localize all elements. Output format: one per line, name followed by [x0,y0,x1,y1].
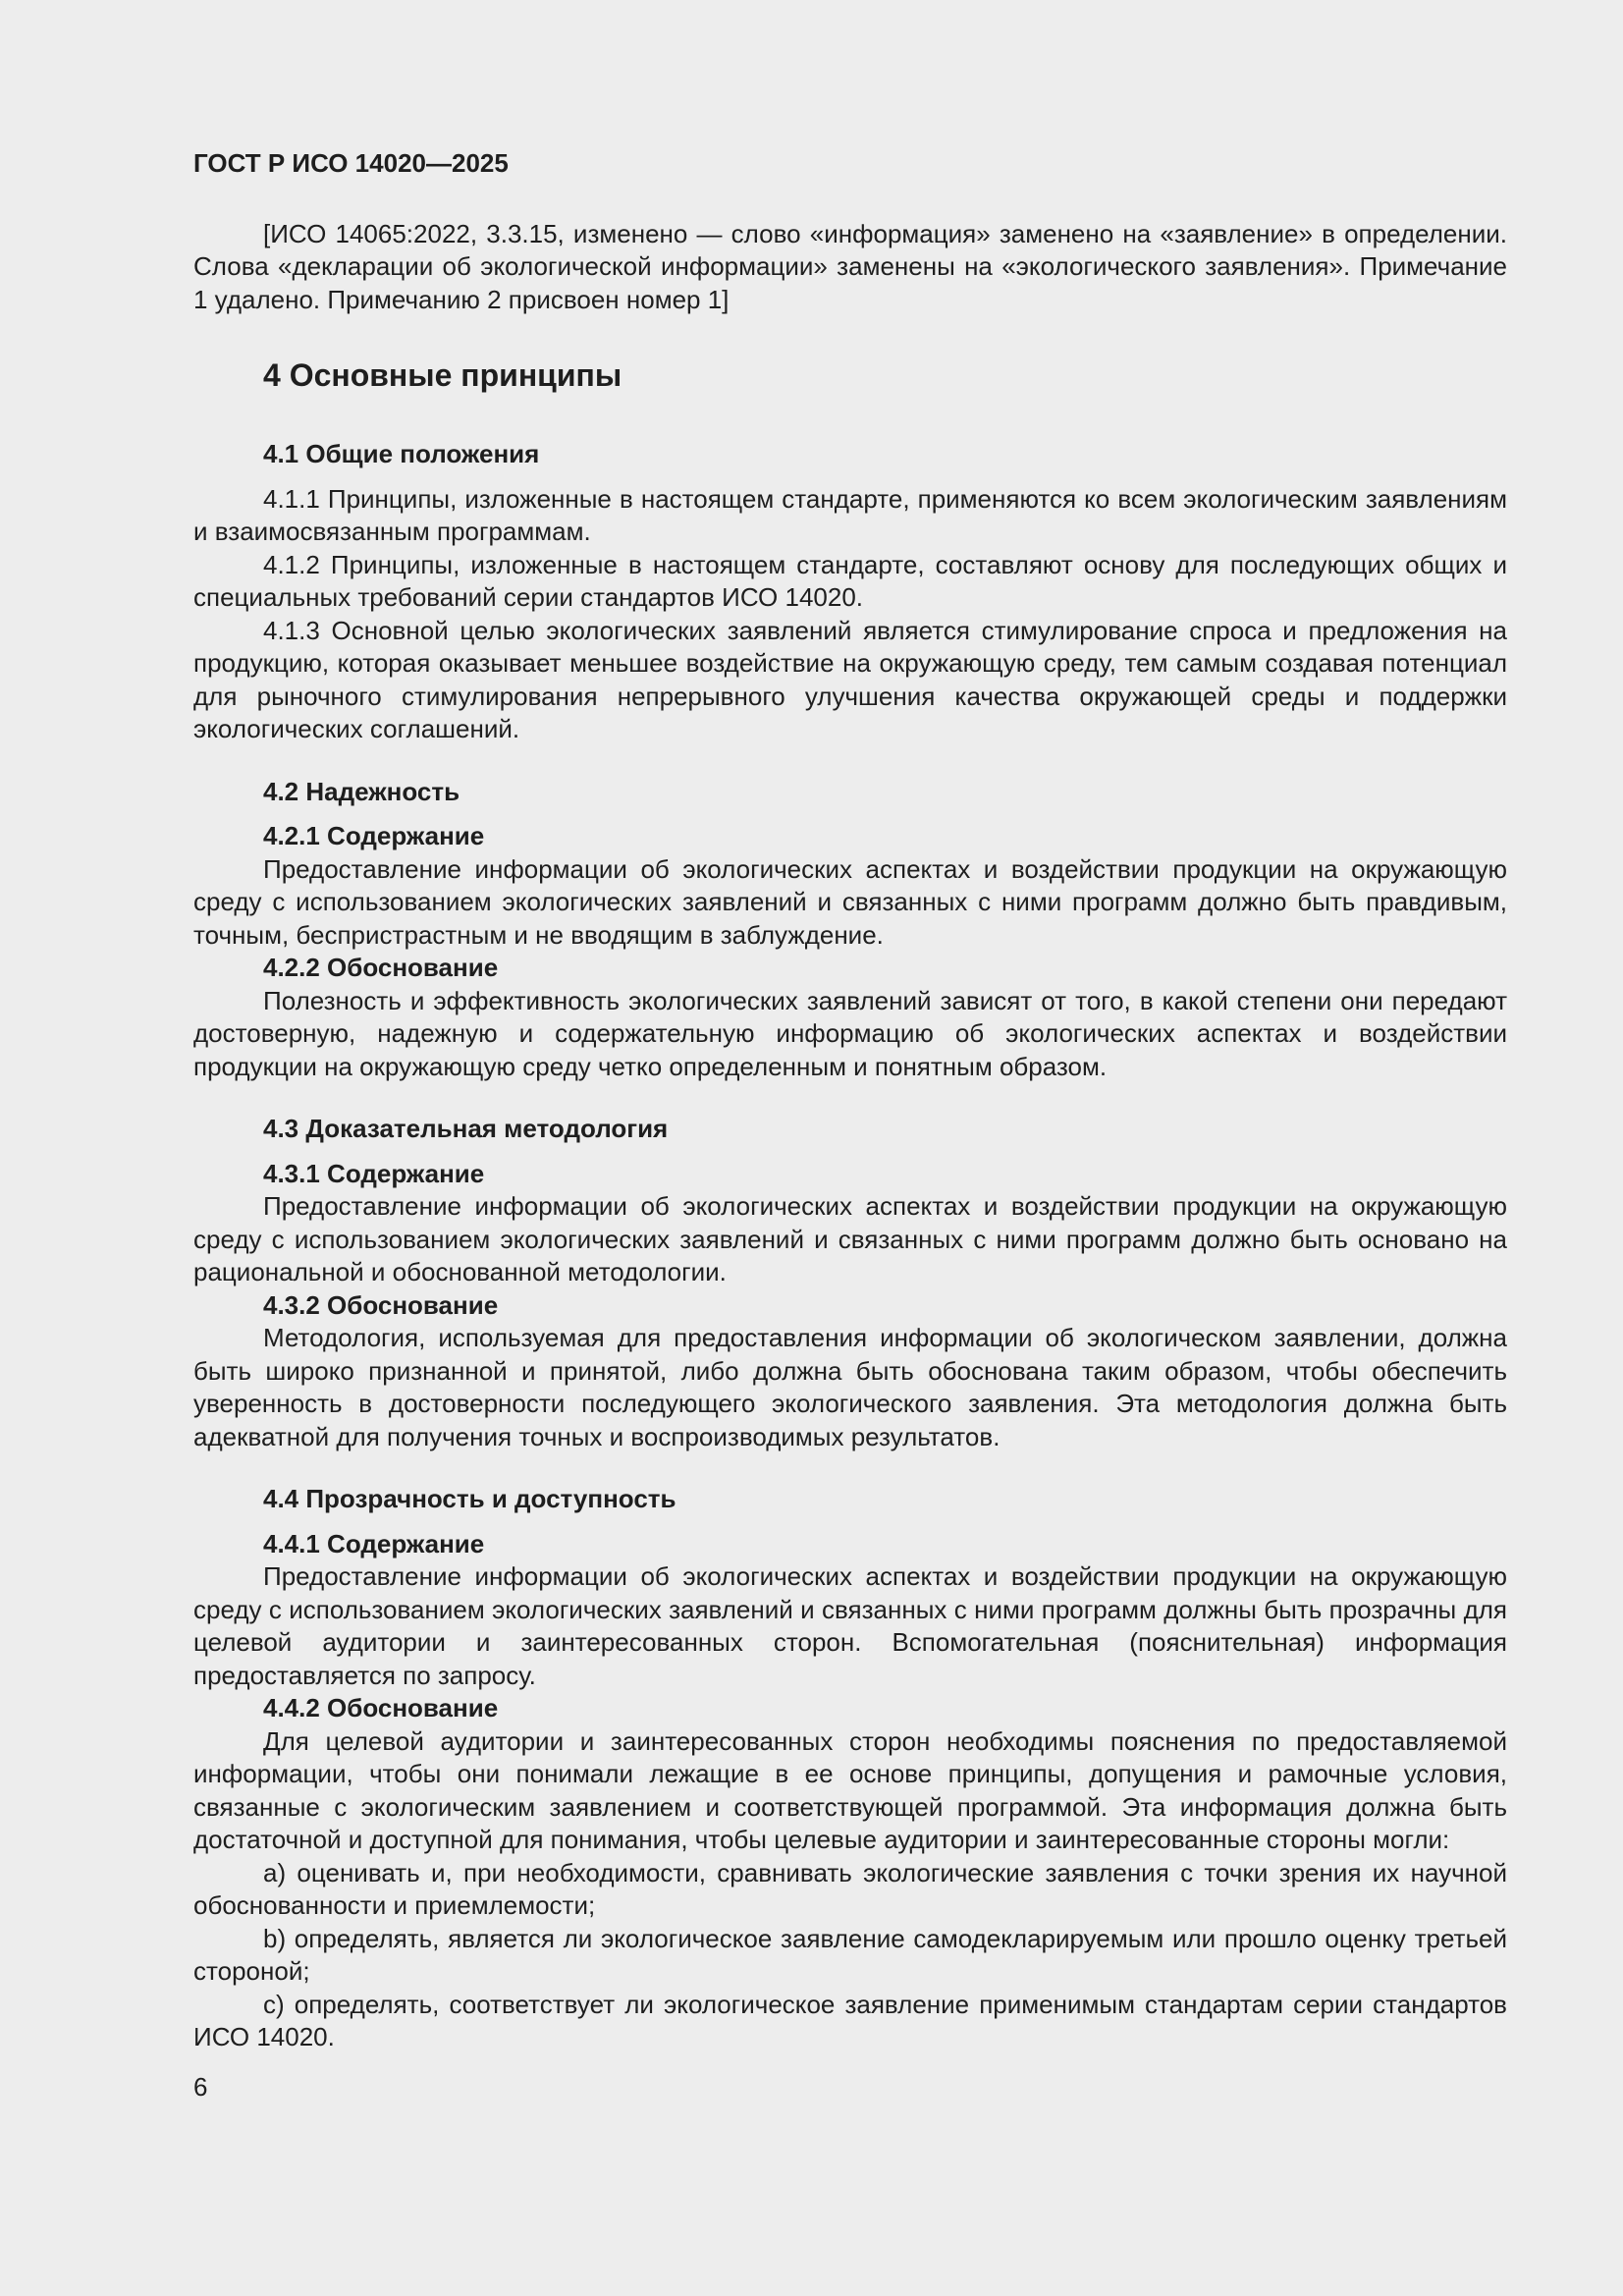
paragraph-4-1-2: 4.1.2 Принципы, изложенные в настоящем стандарте, составляют основу для последующих общих и специальных требований серии стандартов ИСО 14020. [193,549,1507,612]
section-4-2-1-title: 4.2.1 Содержание [263,821,485,850]
section-4-4-title: 4.4 Прозрачность и доступность [263,1484,676,1513]
document-page [193,147,1507,2054]
list-item-b: b) определять, является ли экологическое заявление самодекларируемым или прошло оценку третьей стороной; [193,1923,1507,1986]
intro-note: [ИСО 14065:2022, 3.3.15, изменено — слово «информация» заменено на «заявление» в определении. Слова «декларации об экологической информации» заменены на «экологического заявления». Примечание 1 удалено. Примечанию 2 присвоен номер 1] [193,218,1507,314]
section-4-2-title: 4.2 Надежность [263,776,460,806]
paragraph-4-1-1: 4.1.1 Принципы, изложенные в настоящем стандарте, применяются ко всем экологическим заявлениям и взаимосвязанным программам. [193,483,1507,546]
section-4-4-1-title: 4.4.1 Содержание [263,1528,485,1558]
paragraph-4-4-2: Для целевой аудитории и заинтересованных сторон необходимы пояснения по предоставляемой информации, чтобы они понимали лежащие в ее основе принципы, допущения и рамочные условия, связанные с экологическим заявлением и соответствующей программой. Эта информация должна быть достаточной и доступной для понимания, чтобы целевые аудитории и заинтересованные стороны могли: [193,1725,1507,1854]
section-4-3-title: 4.3 Доказательная методология [263,1114,669,1143]
section-4-3-2-title: 4.3.2 Обоснование [263,1289,499,1320]
section-4-4-2-title: 4.4.2 Обоснование [263,1693,499,1722]
section-4-2-2-title: 4.2.2 Обоснование [263,953,499,982]
list-item-c: c) определять, соответствует ли экологическое заявление применимым стандартам серии стандартов ИСО 14020. [193,1989,1507,2051]
paragraph-4-3-1: Предоставление информации об экологических аспектах и воздействии продукции на окружающую среду с использованием экологических заявлений и связанных с ними программ должно быть основано на рациональной и обоснованной методологии. [193,1191,1507,1286]
paragraph-4-2-2: Полезность и эффективность экологических заявлений зависят от того, в какой степени они передают достоверную, надежную и содержательную информацию об экологических аспектах и воздействии продукции на окружающую среду четко определенным и понятным образом. [193,985,1507,1081]
section-4-title: 4 Основные принципы [263,357,622,393]
page-number: 6 [193,2072,208,2102]
document-header: ГОСТ Р ИСО 14020—2025 [193,148,509,178]
paragraph-4-2-1: Предоставление информации об экологических аспектах и воздействии продукции на окружающую среду с использованием экологических заявлений и связанных с ними программ должно быть правдивым, точным, беспристрастным и не вводящим в заблуждение. [193,853,1507,950]
list-item-a: a) оценивать и, при необходимости, сравнивать экологические заявления с точки зрения их научной обоснованности и приемлемости; [193,1857,1507,1920]
paragraph-4-4-1: Предоставление информации об экологических аспектах и воздействии продукции на окружающую среду с использованием экологических заявлений и связанных с ними программ должны быть прозрачны для целевой аудитории и заинтересованных сторон. Вспомогательная (пояснительная) информация предоставляется по запросу. [193,1561,1507,1690]
paragraph-4-3-2: Методология, используемая для предоставления информации об экологическом заявлении, должна быть широко признанной и принятой, либо должна быть обоснована таким образом, чтобы обеспечить уверенность в достоверности последующего экологического заявления. Эта методология должна быть адекватной для получения точных и воспроизводимых результатов. [193,1323,1507,1451]
section-4-1-title: 4.1 Общие положения [263,439,540,468]
section-4-3-1-title: 4.3.1 Содержание [263,1158,485,1188]
paragraph-4-1-3: 4.1.3 Основной целью экологических заявлений является стимулирование спроса и предложения на продукцию, которая оказывает меньшее воздействие на окружающую среду, тем самым создавая потенциал для рыночного стимулирования непрерывного улучшения качества окружающей среды и поддержки экологических соглашений. [193,615,1507,743]
